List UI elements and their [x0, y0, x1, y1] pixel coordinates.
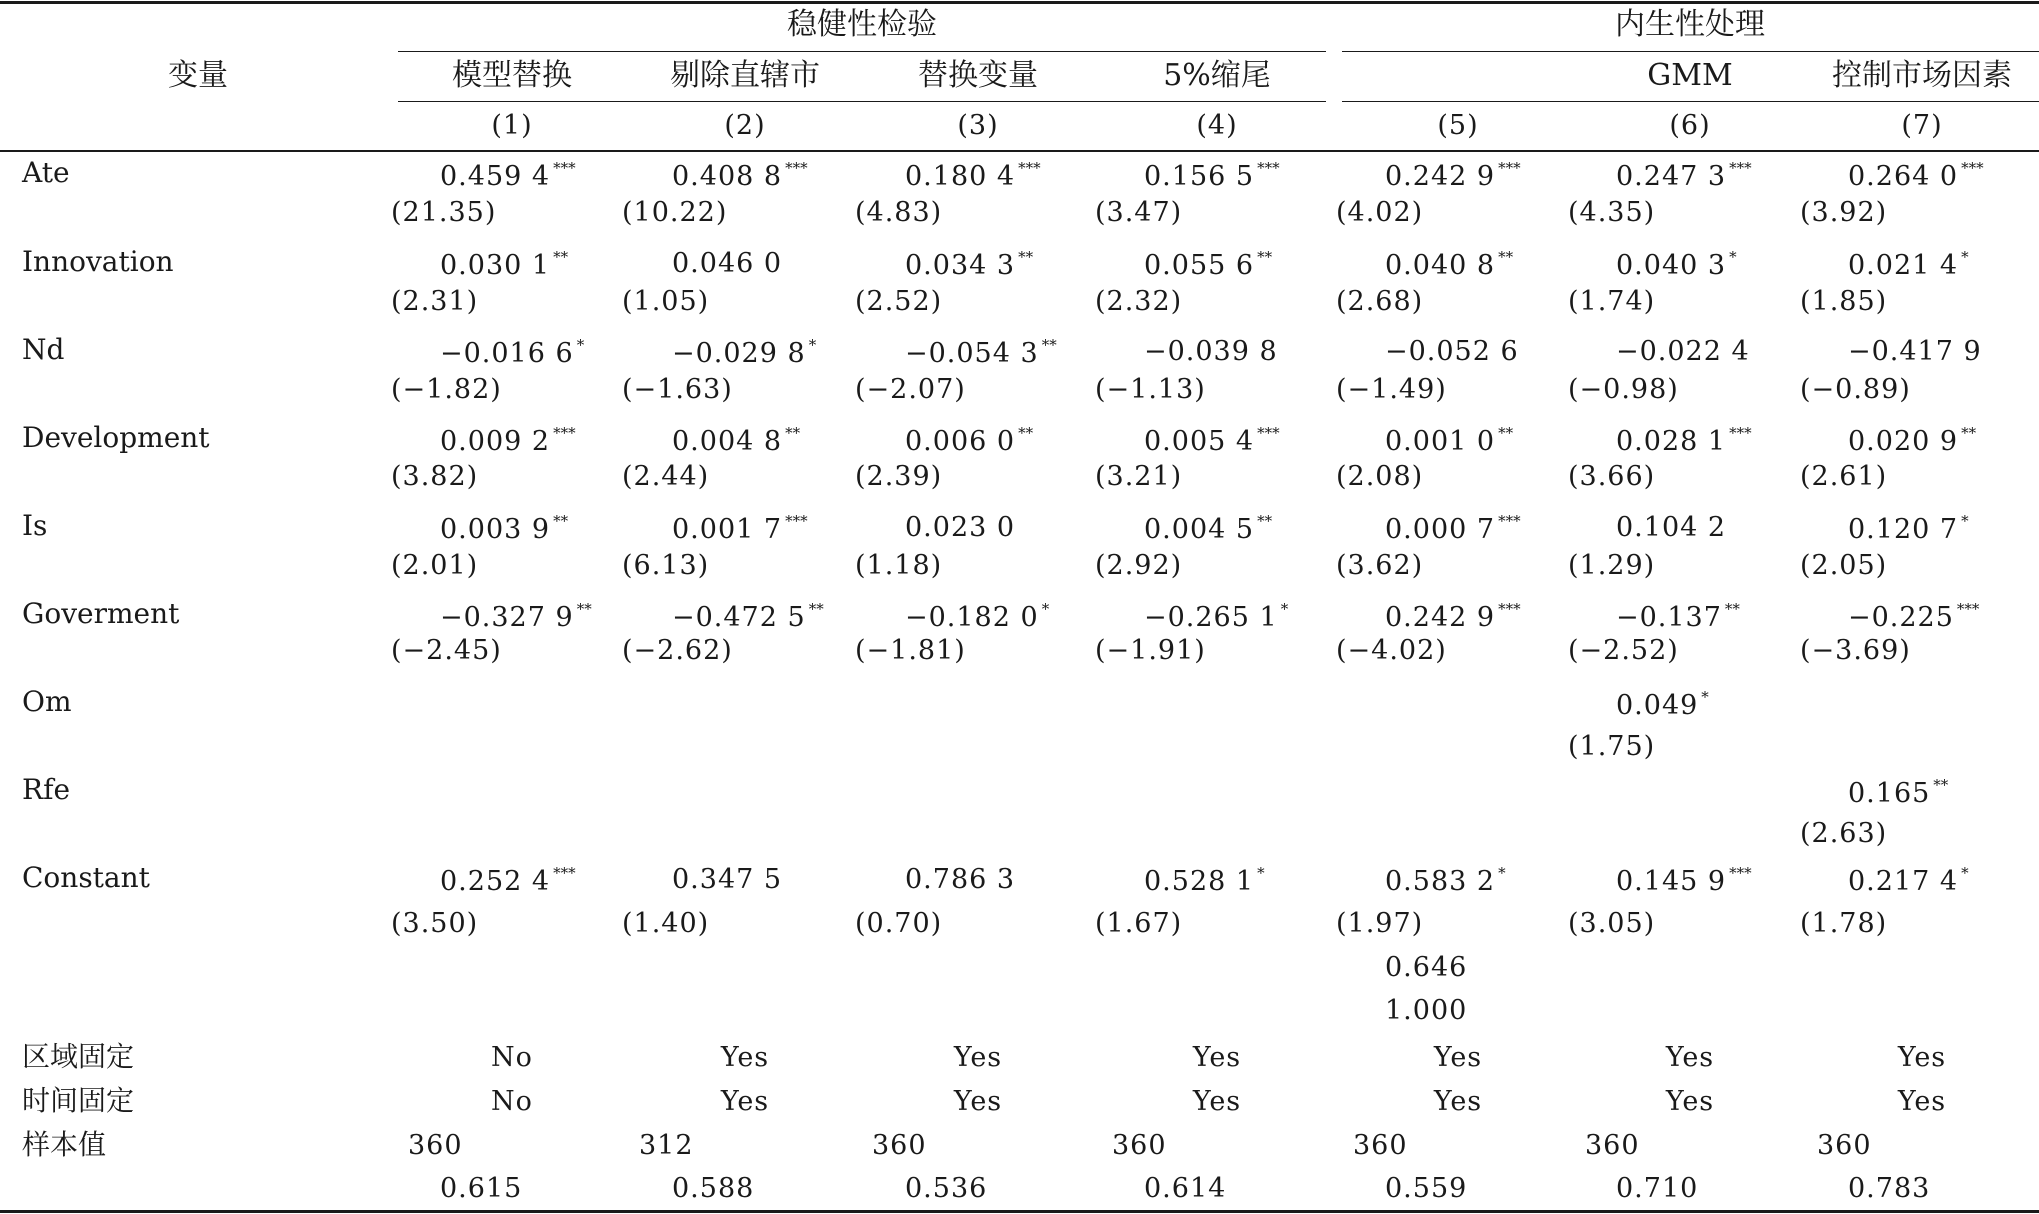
tstat-constant-6: (3.05)	[1568, 908, 1656, 939]
coef-value: 0.040 8	[1385, 250, 1496, 281]
coef-value: 0.030 1	[440, 250, 551, 281]
coef-value: −0.417 9	[1848, 336, 1982, 367]
column-label-7: 控制市场因素	[1832, 58, 2012, 93]
tstat-innovation-3: (2.52)	[855, 286, 943, 317]
tstat-is-2: (6.13)	[622, 550, 710, 581]
significance-stars: **	[1018, 248, 1034, 266]
coef-constant-5	[1385, 866, 1506, 895]
tstat-goverment-4: (−1.91)	[1095, 635, 1206, 666]
coef-is-6	[1616, 514, 1726, 541]
significance-stars: ***	[1961, 159, 1984, 177]
row-label-nd: Nd	[22, 333, 65, 366]
significance-stars: **	[808, 600, 824, 618]
coef-value: 0.000 7	[1385, 514, 1496, 545]
coef-development-1	[440, 426, 576, 455]
coef-development-7	[1848, 426, 1976, 455]
coef-value: 0.180 4	[905, 161, 1016, 192]
coef-nd-6	[1616, 338, 1750, 365]
tstat-ate-4: (3.47)	[1095, 197, 1183, 228]
fixed-effect-1-col-1: No	[491, 1042, 533, 1073]
coef-value: −0.054 3	[905, 338, 1039, 369]
tstat-constant-1: (3.50)	[391, 908, 479, 939]
coef-constant-3	[905, 866, 1015, 893]
coef-value: 0.104 2	[1616, 512, 1727, 543]
sample-value-2: 312	[639, 1130, 694, 1161]
coef-goverment-1	[440, 602, 592, 631]
significance-stars: **	[785, 424, 801, 442]
tstat-innovation-2: (1.05)	[622, 286, 710, 317]
significance-stars: ***	[1729, 424, 1752, 442]
coef-value: 0.049	[1616, 690, 1699, 721]
coef-value: 0.786 3	[905, 864, 1016, 895]
tstat-goverment-6: (−2.52)	[1568, 635, 1679, 666]
coef-ate-6	[1616, 161, 1752, 190]
tstat-development-7: (2.61)	[1800, 461, 1888, 492]
coef-goverment-2	[672, 602, 824, 631]
coef-value: −0.052 6	[1385, 336, 1519, 367]
fixed-effect-2-col-1: No	[491, 1086, 533, 1117]
significance-stars: ***	[785, 512, 808, 530]
coef-value: 0.252 4	[440, 866, 551, 897]
coef-value: 0.217 4	[1848, 866, 1959, 897]
tstat-constant-5: (1.97)	[1336, 908, 1424, 939]
coef-innovation-7	[1848, 250, 1969, 279]
coef-development-2	[672, 426, 800, 455]
significance-stars: *	[1961, 248, 1969, 266]
coef-value: 0.006 0	[905, 426, 1016, 457]
sub-rule-endog	[1342, 101, 2039, 102]
sample-value-1: 360	[408, 1130, 463, 1161]
sub-rule-robust	[398, 101, 1326, 102]
significance-stars: ***	[1956, 600, 1980, 618]
coef-value: 0.156 5	[1144, 161, 1255, 192]
sample-value-6: 360	[1585, 1130, 1640, 1161]
coef-value: 0.040 3	[1616, 250, 1727, 281]
significance-stars: ***	[1498, 159, 1521, 177]
coef-development-3	[905, 426, 1033, 455]
coef-innovation-3	[905, 250, 1033, 279]
row-label-development: Development	[22, 421, 210, 454]
significance-stars: ***	[1257, 424, 1280, 442]
coef-goverment-3	[905, 602, 1049, 631]
top-rule	[0, 1, 2039, 4]
tstat-nd-5: (−1.49)	[1336, 374, 1447, 405]
coef-is-7	[1848, 514, 1969, 543]
fixed-effect-1-col-5: Yes	[1433, 1042, 1483, 1073]
coef-value: 0.165	[1848, 778, 1931, 809]
tstat-innovation-1: (2.31)	[391, 286, 479, 317]
coef-nd-5	[1385, 338, 1519, 365]
column-label-3: 替换变量	[918, 58, 1038, 93]
column-number-3: (3)	[957, 110, 999, 141]
group-header-endog: 内生性处理	[1615, 7, 1765, 42]
tstat-is-6: (1.29)	[1568, 550, 1656, 581]
coef-value: −0.022 4	[1616, 336, 1750, 367]
tstat-is-7: (2.05)	[1800, 550, 1888, 581]
header-bottom-rule	[0, 150, 2039, 152]
fixed-effect-1-col-2: Yes	[720, 1042, 770, 1073]
coef-value: −0.029 8	[672, 338, 806, 369]
significance-stars: *	[808, 336, 817, 354]
coef-nd-1	[440, 338, 584, 367]
tstat-goverment-7: (−3.69)	[1800, 635, 1911, 666]
coef-value: −0.472 5	[672, 602, 806, 633]
tstat-constant-4: (1.67)	[1095, 908, 1183, 939]
tstat-goverment-2: (−2.62)	[622, 635, 733, 666]
coef-value: −0.265 1	[1144, 602, 1278, 633]
fixed-effect-2-col-2: Yes	[720, 1086, 770, 1117]
fixed-effect-2-col-3: Yes	[953, 1086, 1003, 1117]
coef-value: −0.225	[1848, 602, 1954, 633]
coef-value: −0.327 9	[440, 602, 574, 633]
significance-stars: *	[1961, 512, 1969, 530]
coef-value: 0.242 9	[1385, 602, 1496, 633]
sample-label: 样本值	[22, 1128, 107, 1161]
coef-is-3	[905, 514, 1015, 541]
coef-constant-2	[672, 866, 782, 893]
bottom-rule	[0, 1210, 2039, 1213]
coef-value: 0.459 4	[440, 161, 551, 192]
row-label-rfe: Rfe	[22, 773, 71, 806]
coef-value: 0.001 0	[1385, 426, 1496, 457]
significance-stars: ***	[1729, 864, 1752, 882]
coef-value: 0.004 5	[1144, 514, 1255, 545]
significance-stars: ***	[1018, 159, 1041, 177]
coef-value: 0.347 5	[672, 864, 783, 895]
column-number-7: (7)	[1901, 110, 1943, 141]
row-label-ate: Ate	[22, 156, 70, 189]
significance-stars: ***	[1257, 159, 1280, 177]
coef-constant-6	[1616, 866, 1752, 895]
fixed-effect-1-col-7: Yes	[1897, 1042, 1947, 1073]
tstat-nd-6: (−0.98)	[1568, 374, 1679, 405]
tstat-goverment-1: (−2.45)	[391, 635, 502, 666]
significance-stars: *	[1498, 864, 1506, 882]
coef-value: 0.034 3	[905, 250, 1016, 281]
tstat-innovation-7: (1.85)	[1800, 286, 1888, 317]
sample-value-4: 360	[1112, 1130, 1167, 1161]
column-number-4: (4)	[1196, 110, 1238, 141]
r2-value-7: 0.783	[1848, 1173, 1931, 1204]
coef-value: 0.021 4	[1848, 250, 1959, 281]
coef-nd-2	[672, 338, 816, 367]
coef-innovation-2	[672, 250, 782, 277]
coef-goverment-6	[1616, 602, 1740, 631]
fixed-effect-2-col-7: Yes	[1897, 1086, 1947, 1117]
coef-constant-7	[1848, 866, 1969, 895]
tstat-ate-5: (4.02)	[1336, 197, 1424, 228]
coef-value: 0.046 0	[672, 248, 783, 279]
r2-value-4: 0.614	[1144, 1173, 1227, 1204]
tstat-goverment-3: (−1.81)	[855, 635, 966, 666]
significance-stars: ***	[1498, 512, 1521, 530]
coef-is-4	[1144, 514, 1272, 543]
significance-stars: **	[1933, 776, 1949, 794]
coef-innovation-1	[440, 250, 568, 279]
column-number-1: (1)	[491, 110, 533, 141]
column-label-4: 5%缩尾	[1163, 58, 1271, 93]
coef-value: 0.009 2	[440, 426, 551, 457]
tstat-is-3: (1.18)	[855, 550, 943, 581]
group-rule-endog	[1342, 51, 2039, 52]
tstat-rfe-7: (2.63)	[1800, 818, 1888, 849]
row-label-innovation: Innovation	[22, 245, 174, 278]
coef-value: 0.055 6	[1144, 250, 1255, 281]
significance-stars: ***	[553, 159, 576, 177]
tstat-development-1: (3.82)	[391, 461, 479, 492]
coef-value: 0.004 8	[672, 426, 783, 457]
tstat-ate-7: (3.92)	[1800, 197, 1888, 228]
tstat-innovation-5: (2.68)	[1336, 286, 1424, 317]
fixed-effect-1-col-4: Yes	[1192, 1042, 1242, 1073]
coef-development-5	[1385, 426, 1513, 455]
significance-stars: *	[1280, 600, 1289, 618]
coef-innovation-6	[1616, 250, 1737, 279]
tstat-development-2: (2.44)	[622, 461, 710, 492]
tstat-development-4: (3.21)	[1095, 461, 1183, 492]
coef-goverment-7	[1848, 602, 1979, 631]
tstat-development-3: (2.39)	[855, 461, 943, 492]
coef-value: 0.120 7	[1848, 514, 1959, 545]
significance-stars: ***	[1498, 600, 1521, 618]
r2-value-2: 0.588	[672, 1173, 755, 1204]
coef-ate-1	[440, 161, 576, 190]
significance-stars: *	[1257, 864, 1265, 882]
coef-development-6	[1616, 426, 1752, 455]
coef-value: 0.028 1	[1616, 426, 1727, 457]
fixed-effect-2-col-4: Yes	[1192, 1086, 1242, 1117]
tstat-om-6: (1.75)	[1568, 731, 1656, 762]
column-label-6: GMM	[1647, 58, 1733, 93]
tstat-nd-7: (−0.89)	[1800, 374, 1911, 405]
coef-value: −0.182 0	[905, 602, 1039, 633]
row-label-constant: Constant	[22, 861, 150, 894]
variable-header: 变量	[168, 58, 228, 93]
r2-value-6: 0.710	[1616, 1173, 1699, 1204]
coef-value: −0.137	[1616, 602, 1722, 633]
coef-goverment-4	[1144, 602, 1288, 631]
fixed-effect-1-col-3: Yes	[953, 1042, 1003, 1073]
significance-stars: **	[1041, 336, 1057, 354]
coef-constant-1	[440, 866, 576, 895]
group-header-robust: 稳健性检验	[787, 7, 937, 42]
row-label-om: Om	[22, 685, 72, 718]
significance-stars: **	[553, 512, 569, 530]
significance-stars: **	[1257, 248, 1273, 266]
tstat-constant-7: (1.78)	[1800, 908, 1888, 939]
tstat-goverment-5: (−4.02)	[1336, 635, 1447, 666]
significance-stars: **	[1961, 424, 1977, 442]
extra-value-1: 0.646	[1385, 952, 1468, 983]
coef-value: 0.020 9	[1848, 426, 1959, 457]
coef-innovation-4	[1144, 250, 1272, 279]
coef-om-6	[1616, 690, 1709, 719]
tstat-is-5: (3.62)	[1336, 550, 1424, 581]
sample-value-7: 360	[1817, 1130, 1872, 1161]
coef-ate-3	[905, 161, 1041, 190]
row-label-goverment: Goverment	[22, 597, 180, 630]
coef-nd-4	[1144, 338, 1278, 365]
sample-value-5: 360	[1353, 1130, 1408, 1161]
tstat-innovation-6: (1.74)	[1568, 286, 1656, 317]
coef-development-4	[1144, 426, 1280, 455]
coef-ate-4	[1144, 161, 1280, 190]
tstat-nd-2: (−1.63)	[622, 374, 733, 405]
coef-constant-4	[1144, 866, 1265, 895]
r2-value-5: 0.559	[1385, 1173, 1468, 1204]
coef-value: 0.003 9	[440, 514, 551, 545]
coef-innovation-5	[1385, 250, 1513, 279]
coef-value: 0.001 7	[672, 514, 783, 545]
significance-stars: ***	[1729, 159, 1752, 177]
coef-value: 0.408 8	[672, 161, 783, 192]
tstat-development-5: (2.08)	[1336, 461, 1424, 492]
coef-is-2	[672, 514, 808, 543]
significance-stars: *	[1961, 864, 1969, 882]
row-label-is: Is	[22, 509, 48, 542]
column-number-5: (5)	[1437, 110, 1479, 141]
tstat-nd-1: (−1.82)	[391, 374, 502, 405]
tstat-is-1: (2.01)	[391, 550, 479, 581]
coef-value: 0.583 2	[1385, 866, 1496, 897]
coef-goverment-5	[1385, 602, 1521, 631]
coef-value: 0.005 4	[1144, 426, 1255, 457]
coef-value: 0.528 1	[1144, 866, 1255, 897]
coef-ate-5	[1385, 161, 1521, 190]
column-label-1: 模型替换	[452, 58, 572, 93]
fixed-effect-2-col-5: Yes	[1433, 1086, 1483, 1117]
fixed-effect-2-col-6: Yes	[1665, 1086, 1715, 1117]
column-number-6: (6)	[1669, 110, 1711, 141]
coef-value: 0.023 0	[905, 512, 1016, 543]
sample-value-3: 360	[872, 1130, 927, 1161]
coef-value: 0.247 3	[1616, 161, 1727, 192]
tstat-constant-2: (1.40)	[622, 908, 710, 939]
coef-nd-7	[1848, 338, 1982, 365]
significance-stars: ***	[553, 424, 576, 442]
column-label-2: 剔除直辖市	[670, 58, 820, 93]
tstat-ate-6: (4.35)	[1568, 197, 1656, 228]
tstat-innovation-4: (2.32)	[1095, 286, 1183, 317]
significance-stars: **	[1018, 424, 1034, 442]
significance-stars: **	[1498, 248, 1514, 266]
tstat-nd-4: (−1.13)	[1095, 374, 1206, 405]
significance-stars: *	[576, 336, 585, 354]
fixed-effect-1-col-6: Yes	[1665, 1042, 1715, 1073]
coef-value: 0.242 9	[1385, 161, 1496, 192]
tstat-ate-3: (4.83)	[855, 197, 943, 228]
significance-stars: **	[576, 600, 592, 618]
tstat-is-4: (2.92)	[1095, 550, 1183, 581]
column-number-2: (2)	[724, 110, 766, 141]
group-rule-robust	[398, 51, 1326, 52]
tstat-ate-2: (10.22)	[622, 197, 728, 228]
coef-is-1	[440, 514, 568, 543]
extra-value-2: 1.000	[1385, 995, 1468, 1026]
coef-ate-7	[1848, 161, 1984, 190]
significance-stars: *	[1701, 688, 1709, 706]
coef-value: −0.039 8	[1144, 336, 1278, 367]
significance-stars: ***	[785, 159, 808, 177]
coef-value: −0.016 6	[440, 338, 574, 369]
coef-value: 0.145 9	[1616, 866, 1727, 897]
r2-value-1: 0.615	[440, 1173, 523, 1204]
coef-value: 0.264 0	[1848, 161, 1959, 192]
coef-ate-2	[672, 161, 808, 190]
significance-stars: ***	[553, 864, 576, 882]
tstat-ate-1: (21.35)	[391, 197, 497, 228]
coef-nd-3	[905, 338, 1057, 367]
fixed-effect-label-1: 区域固定	[22, 1040, 135, 1073]
coef-is-5	[1385, 514, 1521, 543]
tstat-constant-3: (0.70)	[855, 908, 943, 939]
significance-stars: **	[1498, 424, 1514, 442]
coef-rfe-7	[1848, 778, 1948, 807]
tstat-nd-3: (−2.07)	[855, 374, 966, 405]
significance-stars: **	[1724, 600, 1740, 618]
significance-stars: **	[553, 248, 569, 266]
r2-value-3: 0.536	[905, 1173, 988, 1204]
fixed-effect-label-2: 时间固定	[22, 1084, 135, 1117]
significance-stars: **	[1257, 512, 1273, 530]
significance-stars: *	[1041, 600, 1050, 618]
tstat-development-6: (3.66)	[1568, 461, 1656, 492]
significance-stars: *	[1729, 248, 1737, 266]
